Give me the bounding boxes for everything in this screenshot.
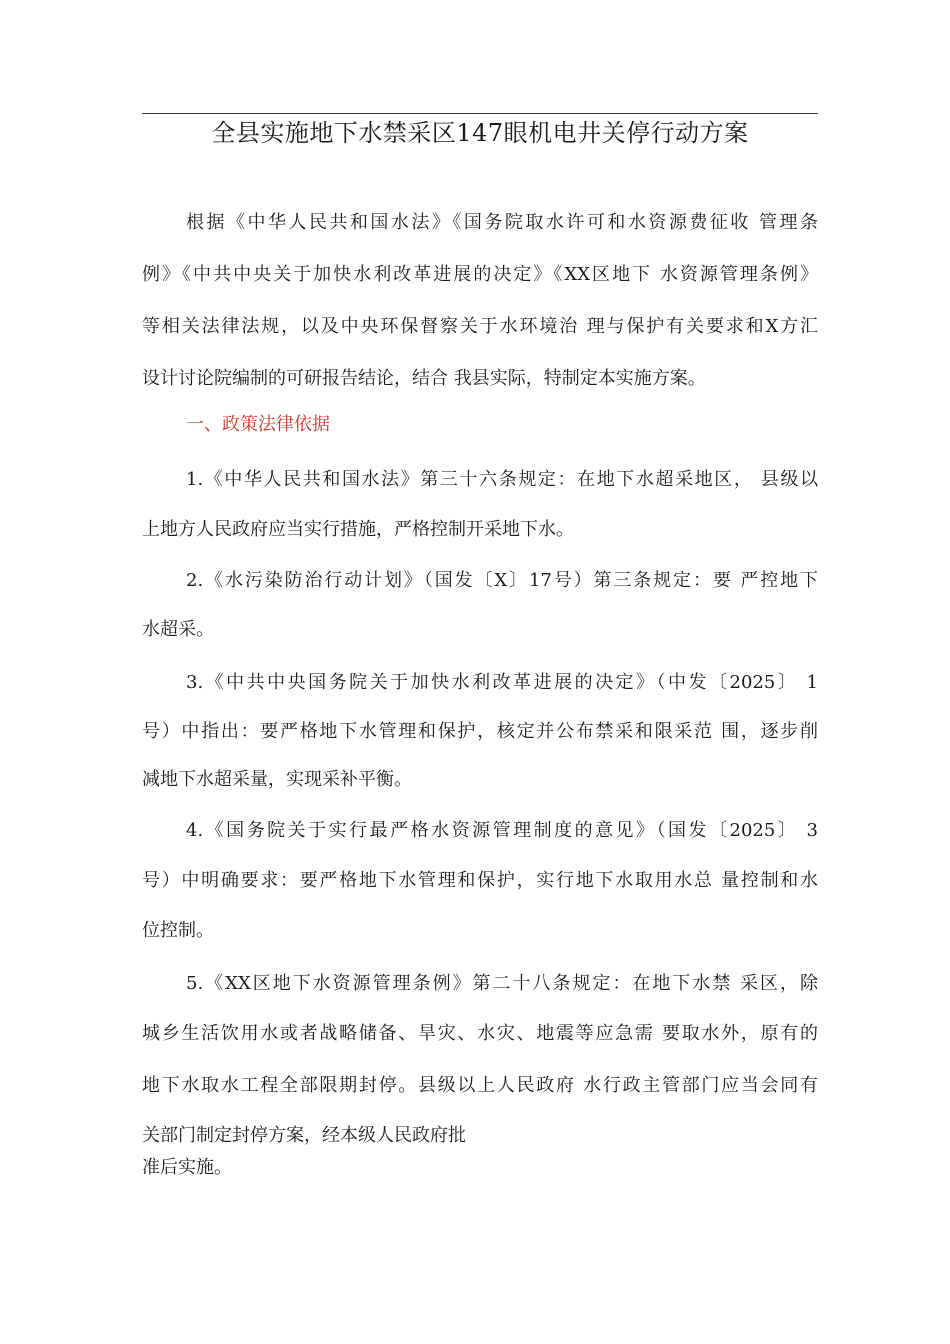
item-4-line-3: 位控制。 [142,920,214,941]
item-5-line-5: 准后实施。 [142,1157,232,1178]
item-3-line-2: 号）中指出：要严格地下水管理和保护，核定并公布禁采和限采范 围，逐步削 [142,721,818,742]
section-heading: 一、政策法律依据 [186,414,330,435]
item-2-line-2: 水超采。 [142,619,214,640]
item-1-line-1: 1.《中华人民共和国水法》第三十六条规定：在地下水超采地区， 县级以 [186,469,818,490]
item-1-line-2: 上地方人民政府应当实行措施，严格控制开采地下水。 [142,519,574,540]
item-5-line-2: 城乡生活饮用水或者战略储备、旱灾、水灾、地震等应急需 要取水外，原有的 [142,1023,818,1044]
item-4-line-2: 号）中明确要求：要严格地下水管理和保护，实行地下水取用水总 量控制和水 [142,870,818,891]
intro-line-1: 根据《中华人民共和国水法》《国务院取水许可和水资源费征收 管理条 [186,212,818,233]
item-5-line-4: 关部门制定封停方案，经本级人民政府批 [142,1125,466,1146]
intro-line-2: 例》《中共中央关于加快水利改革进展的决定》《XX区地下 水资源管理条例》 [142,264,818,285]
intro-line-3: 等相关法律法规，以及中央环保督察关于水环境治 理与保护有关要求和X方汇 [142,316,818,337]
item-4-line-1: 4.《国务院关于实行最严格水资源管理制度的意见》（国发〔2025〕 3 [186,820,818,841]
item-3-line-3: 减地下水超采量，实现采补平衡。 [142,769,412,790]
top-rule-divider [142,113,818,114]
item-5-line-3: 地下水取水工程全部限期封停。县级以上人民政府 水行政主管部门应当会同有 [142,1075,818,1096]
document-title: 全县实施地下水禁采区147眼机电井关停行动方案 [211,119,749,147]
item-3-line-1: 3.《中共中央国务院关于加快水利改革进展的决定》（中发〔2025〕 1 [186,672,818,693]
item-2-line-1: 2.《水污染防治行动计划》（国发〔X〕17号）第三条规定：要 严控地下 [186,570,818,591]
item-5-line-1: 5.《XX区地下水资源管理条例》第二十八条规定：在地下水禁 采区，除 [186,973,818,994]
intro-line-4: 设计讨论院编制的可研报告结论，结合 我县实际，特制定本实施方案。 [142,368,706,389]
